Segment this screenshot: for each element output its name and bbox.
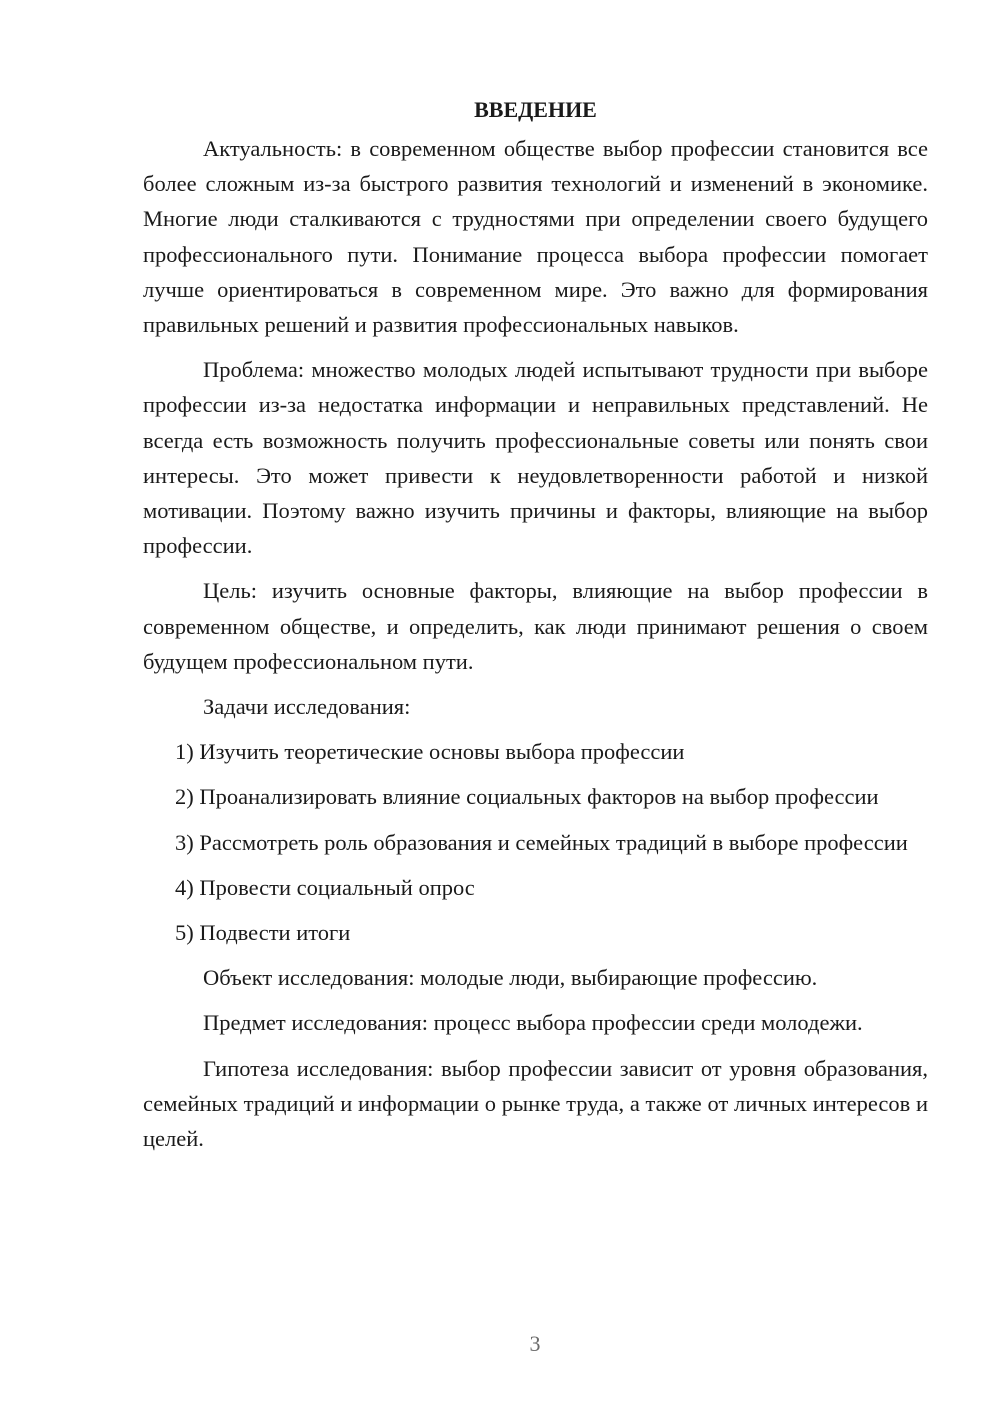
relevance-paragraph: Актуальность: в современном обществе выбор профессии становится все более сложным из-за быстрого развития технологий и изменений в экономике. Многие люди сталкиваются с трудностями при определении своего будущего профессионального пути. Понимание процесса выбора профессии помогает лучше ориентироваться в современном мире. Это важно для формирования правильных решений и развития профессиональных навыков. <box>143 136 928 338</box>
task-item-2: 2) Проанализировать влияние социальных факторов на выбор профессии <box>175 784 879 810</box>
page-title: ВВЕДЕНИЕ <box>474 97 597 122</box>
object-paragraph: Объект исследования: молодые люди, выбирающие профессию. <box>203 965 818 991</box>
problem-paragraph: Проблема: множество молодых людей испытывают трудности при выборе профессии из-за недостатка информации и неправильных представлений. Не всегда есть возможность получить профессиональные советы или понять свои интересы. Это может привести к неудовлетворенности работой и низкой мотивации. Поэтому важно изучить причины и факторы, влияющие на выбор профессии. <box>143 357 928 559</box>
subject-paragraph: Предмет исследования: процесс выбора профессии среди молодежи. <box>203 1010 863 1036</box>
task-item-4: 4) Провести социальный опрос <box>175 874 475 900</box>
hypothesis-paragraph: Гипотеза исследования: выбор профессии зависит от уровня образования, семейных традиций и информации о рынке труда, а также от личных интересов и целей. <box>143 1055 928 1152</box>
goal-paragraph: Цель: изучить основные факторы, влияющие на выбор профессии в современном обществе, и определить, как люди принимают решения о своем будущем профессиональном пути. <box>143 578 928 674</box>
document-page <box>143 92 928 1166</box>
task-item-5: 5) Подвести итоги <box>175 920 351 946</box>
task-item-1: 1) Изучить теоретические основы выбора профессии <box>175 739 685 765</box>
tasks-heading: Задачи исследования: <box>203 694 411 720</box>
task-item-3: 3) Рассмотреть роль образования и семейных традиций в выборе профессии <box>175 829 908 855</box>
page-number: 3 <box>529 1331 541 1356</box>
